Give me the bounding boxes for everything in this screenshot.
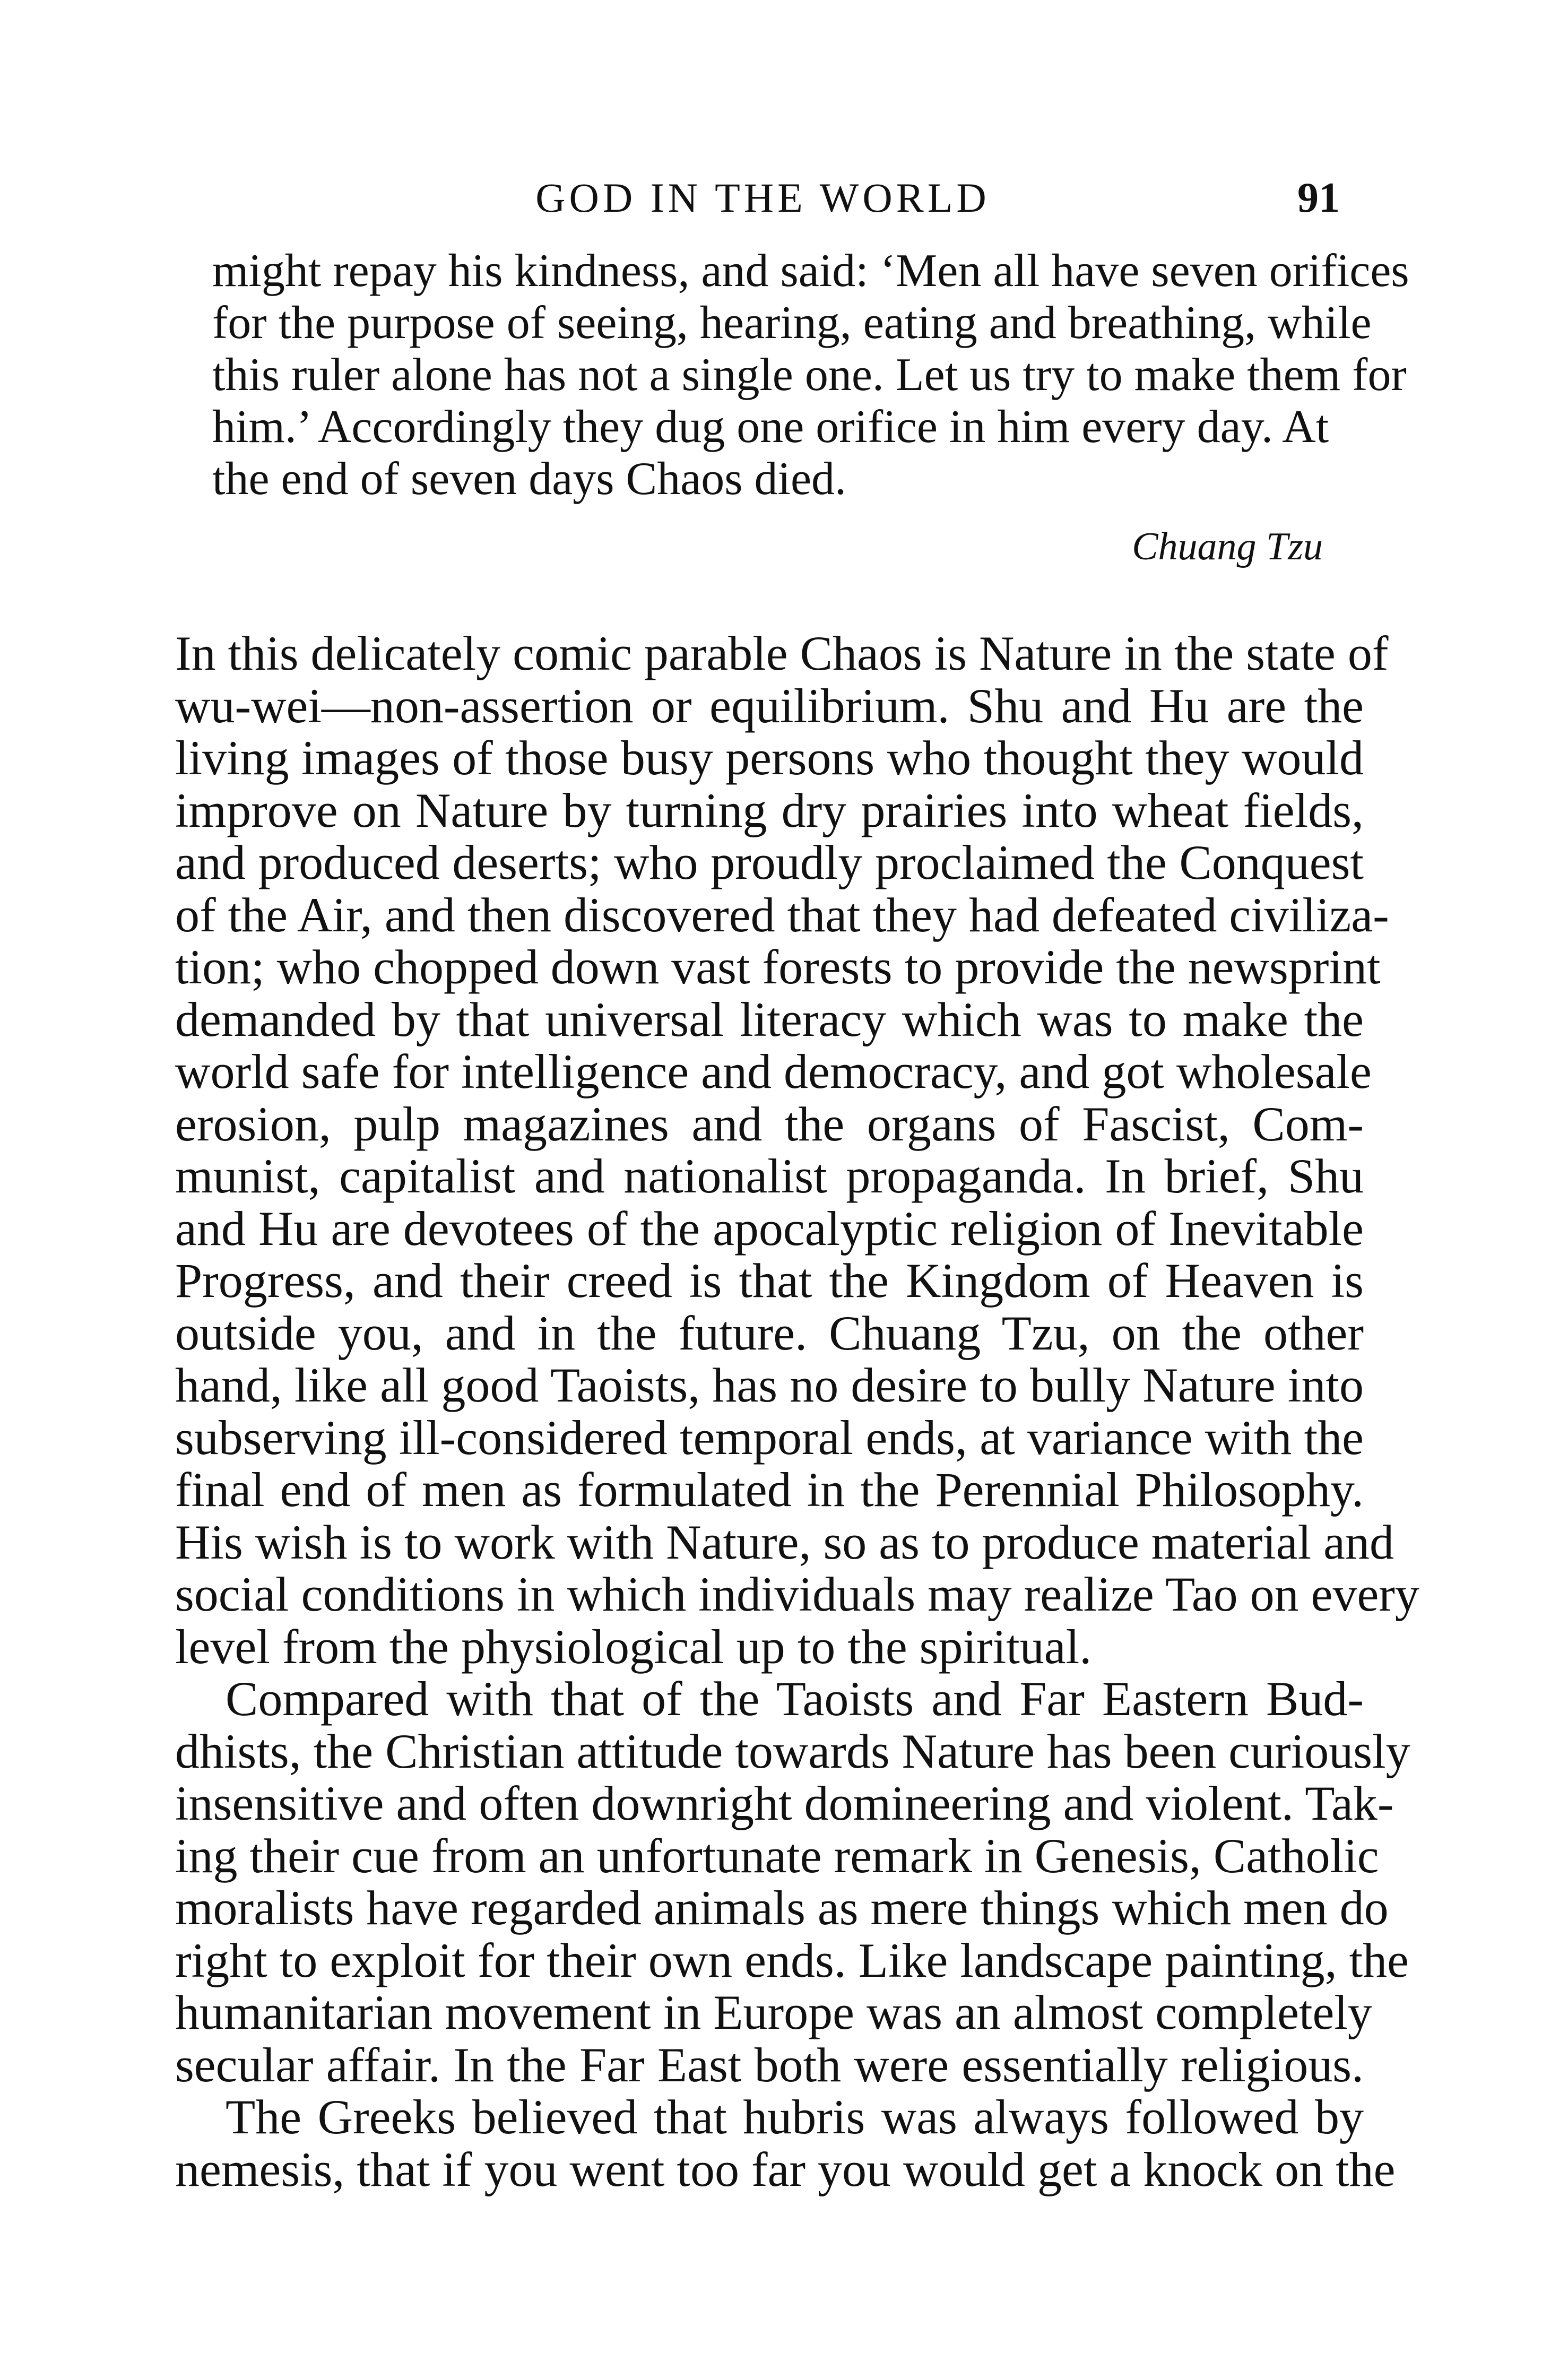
quote-line: him.’ Accordingly they dug one orifice in him every day. At bbox=[212, 401, 1329, 453]
body-line: level from the physiological up to the spiritual. bbox=[175, 1619, 1092, 1674]
body-line: moralists have regarded animals as mere things which men do bbox=[175, 1881, 1389, 1935]
body-line: insensitive and often downright domineering and violent. Tak- bbox=[175, 1776, 1394, 1830]
body-line: tion; who chopped down vast forests to provide the newsprint bbox=[175, 940, 1381, 994]
body-line: humanitarian movement in Europe was an almost completely bbox=[175, 1985, 1372, 2039]
body-line: world safe for intelligence and democracy, and got wholesale bbox=[175, 1044, 1372, 1098]
body-line: nemesis, that if you went too far you would get a knock on the bbox=[175, 2142, 1396, 2196]
body-line: outside you, and in the future. Chuang Tzu, on the other bbox=[175, 1305, 1364, 1360]
body-line: demanded by that universal literacy which was to make the bbox=[175, 992, 1364, 1046]
body-line: His wish is to work with Nature, so as to produce material and bbox=[175, 1515, 1394, 1569]
body-line: right to exploit for their own ends. Like landscape painting, the bbox=[175, 1933, 1409, 1987]
body-line: Progress, and their creed is that the Kingdom of Heaven is bbox=[175, 1253, 1364, 1308]
body-line: final end of men as formulated in the Perennial Philosophy. bbox=[175, 1463, 1364, 1517]
quoted-passage bbox=[212, 245, 1409, 505]
body-line: and produced deserts; who proudly proclaimed the Conquest bbox=[175, 835, 1364, 889]
body-line: social conditions in which individuals may realize Tao on every bbox=[175, 1567, 1419, 1621]
quote-line: this ruler alone has not a single one. Let us try to make them for bbox=[212, 349, 1407, 401]
body-line: erosion, pulp magazines and the organs of Fascist, Com- bbox=[175, 1096, 1364, 1151]
quote-line: might repay his kindness, and said: ‘Men all have seven orifices bbox=[212, 245, 1409, 297]
body-line: In this delicately comic parable Chaos is Nature in the state of bbox=[175, 626, 1389, 680]
body-text bbox=[175, 626, 1419, 2196]
body-line: subserving ill-considered temporal ends, at variance with the bbox=[175, 1410, 1364, 1465]
body-line: living images of those busy persons who thought they would bbox=[175, 731, 1364, 785]
body-line: improve on Nature by turning dry prairies into wheat fields, bbox=[175, 783, 1364, 837]
body-line: The Greeks believed that hubris was always followed by bbox=[226, 2090, 1364, 2144]
body-line: hand, like all good Taoists, has no desire to bully Nature into bbox=[175, 1358, 1364, 1412]
running-head bbox=[175, 169, 1350, 227]
quote-line: the end of seven days Chaos died. bbox=[212, 453, 847, 505]
body-line: secular affair. In the Far East both were essentially religious. bbox=[175, 2037, 1364, 2092]
quote-line: for the purpose of seeing, hearing, eating and breathing, while bbox=[212, 297, 1372, 349]
body-line: wu-wei—non-assertion or equilibrium. Shu and Hu are the bbox=[175, 678, 1364, 733]
page-number: 91 bbox=[1297, 175, 1340, 221]
running-title: GOD IN THE WORLD bbox=[535, 175, 990, 221]
body-line: Compared with that of the Taoists and Far Eastern Bud- bbox=[226, 1672, 1364, 1726]
body-line: of the Air, and then discovered that they had defeated civiliza- bbox=[175, 887, 1389, 942]
quote-attribution: Chuang Tzu bbox=[1132, 525, 1323, 568]
body-line: dhists, the Christian attitude towards Nature has been curiously bbox=[175, 1724, 1410, 1778]
body-line: munist, capitalist and nationalist propaganda. In brief, Shu bbox=[175, 1149, 1364, 1203]
body-line: and Hu are devotees of the apocalyptic religion of Inevitable bbox=[175, 1201, 1364, 1256]
body-line: ing their cue from an unfortunate remark in Genesis, Catholic bbox=[175, 1828, 1379, 1883]
